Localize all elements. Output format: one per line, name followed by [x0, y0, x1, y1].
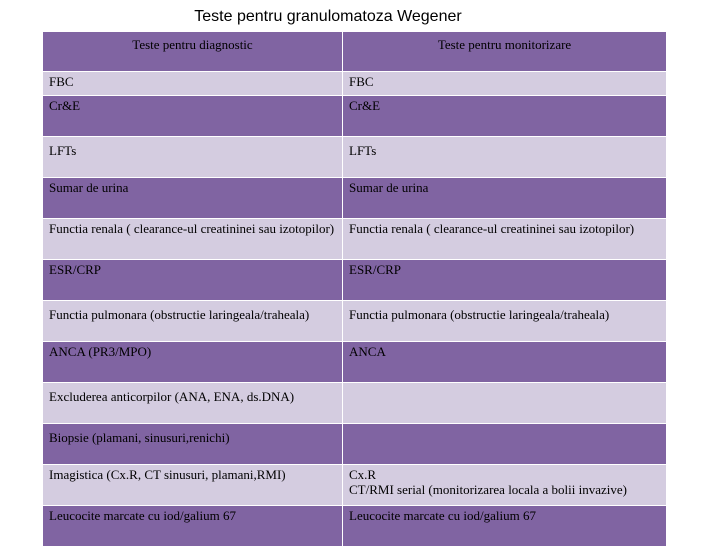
table-row — [43, 424, 667, 465]
cell-monitoring — [343, 383, 667, 424]
table-row — [43, 301, 667, 342]
cell-diagnostic: Sumar de urina — [43, 178, 343, 219]
table-row — [43, 137, 667, 178]
cell-diagnostic: Leucocite marcate cu iod/galium 67 — [43, 506, 343, 547]
table-row — [43, 178, 667, 219]
cell-diagnostic: Excluderea anticorpilor (ANA, ENA, ds.DNA) — [43, 383, 343, 424]
cell-diagnostic: FBC — [43, 72, 343, 96]
table-row — [43, 219, 667, 260]
cell-monitoring: ESR/CRP — [343, 260, 667, 301]
cell-monitoring: LFTs — [343, 137, 667, 178]
cell-monitoring — [343, 424, 667, 465]
table-header-row — [43, 32, 667, 72]
table-row — [43, 72, 667, 96]
cell-monitoring: Cr&E — [343, 96, 667, 137]
table-row — [43, 465, 667, 506]
cell-diagnostic: Biopsie (plamani, sinusuri,renichi) — [43, 424, 343, 465]
cell-monitoring: Functia pulmonara (obstructie laringeala/traheala) — [343, 301, 667, 342]
cell-monitoring: Functia renala ( clearance-ul creatininei sau izotopilor) — [343, 219, 667, 260]
cell-diagnostic: ESR/CRP — [43, 260, 343, 301]
header-monitoring: Teste pentru monitorizare — [343, 32, 667, 72]
cell-diagnostic: Functia renala ( clearance-ul creatininei sau izotopilor) — [43, 219, 343, 260]
cell-monitoring: FBC — [343, 72, 667, 96]
tests-table — [42, 31, 667, 547]
cell-diagnostic: Imagistica (Cx.R, CT sinusuri, plamani,RMI) — [43, 465, 343, 506]
cell-monitoring: Leucocite marcate cu iod/galium 67 — [343, 506, 667, 547]
table-row — [43, 260, 667, 301]
table-row — [43, 96, 667, 137]
cell-monitoring: Cx.R CT/RMI serial (monitorizarea locala a bolii invazive) — [343, 465, 667, 506]
page-title: Teste pentru granulomatoza Wegener — [194, 8, 462, 25]
table-row — [43, 383, 667, 424]
table-row — [43, 506, 667, 547]
table-row — [43, 342, 667, 383]
header-diagnostic: Teste pentru diagnostic — [43, 32, 343, 72]
cell-monitoring: ANCA — [343, 342, 667, 383]
cell-diagnostic: Cr&E — [43, 96, 343, 137]
cell-diagnostic: LFTs — [43, 137, 343, 178]
cell-monitoring: Sumar de urina — [343, 178, 667, 219]
cell-diagnostic: ANCA (PR3/MPO) — [43, 342, 343, 383]
cell-diagnostic: Functia pulmonara (obstructie laringeala/traheala) — [43, 301, 343, 342]
